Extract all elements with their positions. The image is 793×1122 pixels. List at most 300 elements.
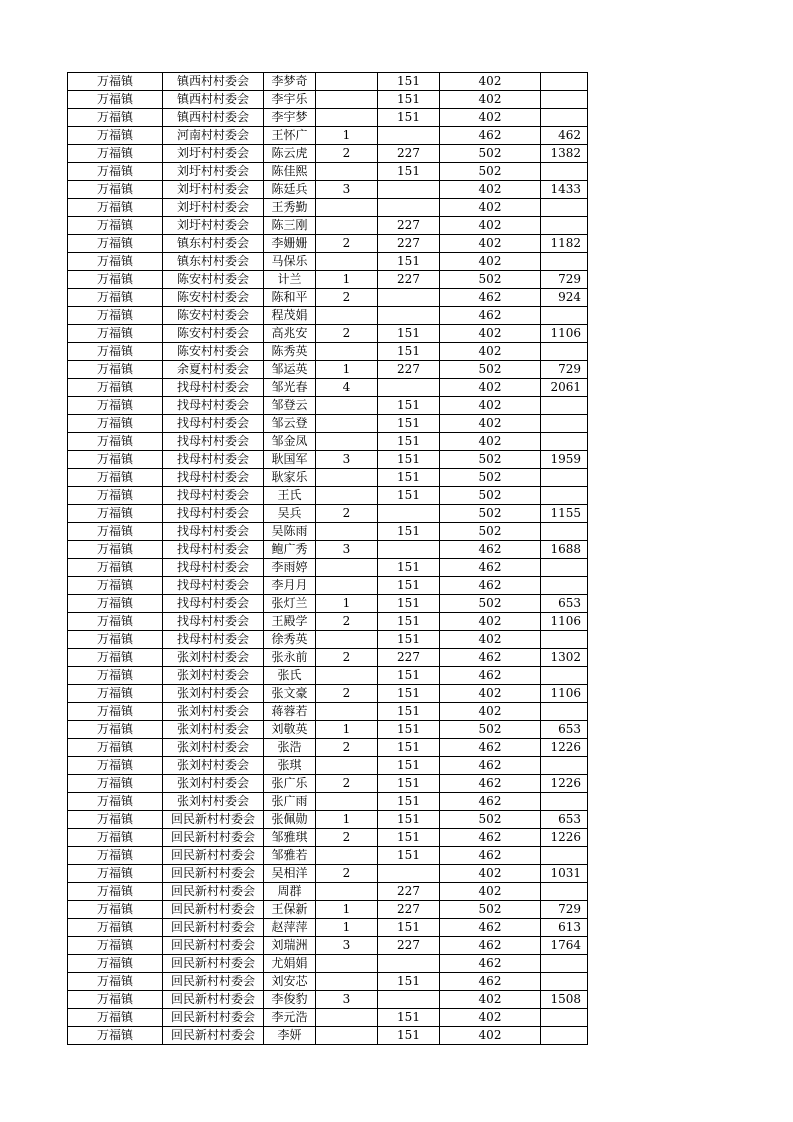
- total-cell: [541, 415, 588, 433]
- total-cell: 729: [541, 901, 588, 919]
- total-cell: [541, 397, 588, 415]
- amount-a-cell: 151: [378, 829, 440, 847]
- table-row: [68, 937, 588, 955]
- town-cell: 万福镇: [68, 595, 163, 613]
- amount-b-cell: 502: [440, 163, 541, 181]
- amount-b-cell: 402: [440, 217, 541, 235]
- name-cell: 徐秀英: [264, 631, 316, 649]
- table-row: [68, 415, 588, 433]
- amount-b-cell: 402: [440, 73, 541, 91]
- village-committee-cell: 刘圩村村委会: [163, 181, 264, 199]
- count-cell: 3: [316, 451, 378, 469]
- count-cell: 1: [316, 271, 378, 289]
- total-cell: 653: [541, 595, 588, 613]
- amount-a-cell: 151: [378, 577, 440, 595]
- name-cell: 吴兵: [264, 505, 316, 523]
- town-cell: 万福镇: [68, 181, 163, 199]
- count-cell: 1: [316, 127, 378, 145]
- name-cell: 王殿学: [264, 613, 316, 631]
- table-row: [68, 343, 588, 361]
- amount-a-cell: 151: [378, 523, 440, 541]
- amount-a-cell: 151: [378, 1009, 440, 1027]
- amount-a-cell: 151: [378, 163, 440, 181]
- town-cell: 万福镇: [68, 433, 163, 451]
- table-row: [68, 199, 588, 217]
- amount-a-cell: [378, 955, 440, 973]
- table-row: [68, 91, 588, 109]
- table-row: [68, 775, 588, 793]
- village-committee-cell: 刘圩村村委会: [163, 199, 264, 217]
- table-row: [68, 991, 588, 1009]
- count-cell: [316, 523, 378, 541]
- town-cell: 万福镇: [68, 775, 163, 793]
- total-cell: [541, 487, 588, 505]
- amount-b-cell: 502: [440, 451, 541, 469]
- name-cell: 耿家乐: [264, 469, 316, 487]
- count-cell: [316, 163, 378, 181]
- village-committee-cell: 河南村村委会: [163, 127, 264, 145]
- table-row: [68, 595, 588, 613]
- table-body: [68, 73, 588, 1045]
- table-row: [68, 901, 588, 919]
- table-row: [68, 703, 588, 721]
- village-committee-cell: 回民新村村委会: [163, 955, 264, 973]
- village-committee-cell: 找母村村委会: [163, 595, 264, 613]
- total-cell: [541, 955, 588, 973]
- name-cell: 李梦奇: [264, 73, 316, 91]
- count-cell: [316, 253, 378, 271]
- name-cell: 张广乐: [264, 775, 316, 793]
- village-committee-cell: 找母村村委会: [163, 523, 264, 541]
- amount-b-cell: 402: [440, 433, 541, 451]
- count-cell: 2: [316, 235, 378, 253]
- village-committee-cell: 陈安村村委会: [163, 343, 264, 361]
- table-row: [68, 109, 588, 127]
- village-committee-cell: 回民新村村委会: [163, 991, 264, 1009]
- village-committee-cell: 回民新村村委会: [163, 829, 264, 847]
- name-cell: 张灯兰: [264, 595, 316, 613]
- name-cell: 周群: [264, 883, 316, 901]
- town-cell: 万福镇: [68, 541, 163, 559]
- amount-a-cell: 151: [378, 703, 440, 721]
- count-cell: [316, 109, 378, 127]
- village-committee-cell: 回民新村村委会: [163, 865, 264, 883]
- village-committee-cell: 刘圩村村委会: [163, 163, 264, 181]
- count-cell: [316, 307, 378, 325]
- amount-a-cell: 151: [378, 775, 440, 793]
- total-cell: 653: [541, 811, 588, 829]
- amount-a-cell: [378, 199, 440, 217]
- count-cell: 3: [316, 181, 378, 199]
- name-cell: 李姗姗: [264, 235, 316, 253]
- total-cell: 613: [541, 919, 588, 937]
- count-cell: 3: [316, 937, 378, 955]
- count-cell: 2: [316, 325, 378, 343]
- count-cell: [316, 757, 378, 775]
- count-cell: [316, 1027, 378, 1045]
- total-cell: [541, 559, 588, 577]
- table-row: [68, 505, 588, 523]
- table-row: [68, 487, 588, 505]
- name-cell: 刘安芯: [264, 973, 316, 991]
- town-cell: 万福镇: [68, 631, 163, 649]
- amount-a-cell: 151: [378, 415, 440, 433]
- table-row: [68, 361, 588, 379]
- village-committee-cell: 刘圩村村委会: [163, 217, 264, 235]
- village-committee-cell: 陈安村村委会: [163, 325, 264, 343]
- amount-b-cell: 462: [440, 559, 541, 577]
- total-cell: 1182: [541, 235, 588, 253]
- amount-b-cell: 402: [440, 1009, 541, 1027]
- village-committee-cell: 回民新村村委会: [163, 919, 264, 937]
- town-cell: 万福镇: [68, 127, 163, 145]
- count-cell: 2: [316, 289, 378, 307]
- name-cell: 刘瑞洲: [264, 937, 316, 955]
- table-row: [68, 1027, 588, 1045]
- total-cell: [541, 469, 588, 487]
- amount-b-cell: 502: [440, 901, 541, 919]
- name-cell: 高兆安: [264, 325, 316, 343]
- table-row: [68, 757, 588, 775]
- name-cell: 李俊豹: [264, 991, 316, 1009]
- name-cell: 陈佳熙: [264, 163, 316, 181]
- amount-a-cell: 151: [378, 109, 440, 127]
- total-cell: [541, 973, 588, 991]
- total-cell: [541, 73, 588, 91]
- table-row: [68, 379, 588, 397]
- town-cell: 万福镇: [68, 451, 163, 469]
- town-cell: 万福镇: [68, 883, 163, 901]
- amount-b-cell: 402: [440, 253, 541, 271]
- town-cell: 万福镇: [68, 235, 163, 253]
- amount-b-cell: 402: [440, 415, 541, 433]
- amount-b-cell: 462: [440, 955, 541, 973]
- amount-b-cell: 462: [440, 289, 541, 307]
- village-committee-cell: 找母村村委会: [163, 505, 264, 523]
- table-row: [68, 163, 588, 181]
- amount-a-cell: 227: [378, 649, 440, 667]
- table-row: [68, 217, 588, 235]
- table-row: [68, 1009, 588, 1027]
- count-cell: 1: [316, 721, 378, 739]
- count-cell: [316, 91, 378, 109]
- amount-a-cell: 151: [378, 343, 440, 361]
- town-cell: 万福镇: [68, 109, 163, 127]
- amount-b-cell: 402: [440, 991, 541, 1009]
- table-row: [68, 613, 588, 631]
- village-committee-cell: 回民新村村委会: [163, 811, 264, 829]
- town-cell: 万福镇: [68, 703, 163, 721]
- total-cell: 1764: [541, 937, 588, 955]
- name-cell: 张佩勋: [264, 811, 316, 829]
- count-cell: [316, 1009, 378, 1027]
- total-cell: 2061: [541, 379, 588, 397]
- name-cell: 赵萍萍: [264, 919, 316, 937]
- village-committee-cell: 找母村村委会: [163, 415, 264, 433]
- table-row: [68, 811, 588, 829]
- count-cell: [316, 559, 378, 577]
- name-cell: 尤娟娟: [264, 955, 316, 973]
- amount-b-cell: 462: [440, 919, 541, 937]
- table-row: [68, 289, 588, 307]
- village-committee-cell: 张刘村村委会: [163, 757, 264, 775]
- amount-a-cell: 227: [378, 883, 440, 901]
- village-committee-cell: 张刘村村委会: [163, 703, 264, 721]
- table-row: [68, 883, 588, 901]
- total-cell: 1226: [541, 739, 588, 757]
- amount-b-cell: 402: [440, 343, 541, 361]
- name-cell: 陈云虎: [264, 145, 316, 163]
- amount-a-cell: 151: [378, 919, 440, 937]
- village-committee-cell: 回民新村村委会: [163, 1009, 264, 1027]
- village-committee-cell: 回民新村村委会: [163, 883, 264, 901]
- village-committee-cell: 镇东村村委会: [163, 235, 264, 253]
- total-cell: 1302: [541, 649, 588, 667]
- town-cell: 万福镇: [68, 919, 163, 937]
- name-cell: 耿国军: [264, 451, 316, 469]
- town-cell: 万福镇: [68, 523, 163, 541]
- count-cell: 1: [316, 811, 378, 829]
- amount-b-cell: 402: [440, 91, 541, 109]
- count-cell: [316, 703, 378, 721]
- count-cell: 3: [316, 991, 378, 1009]
- village-committee-cell: 找母村村委会: [163, 487, 264, 505]
- town-cell: 万福镇: [68, 1027, 163, 1045]
- town-cell: 万福镇: [68, 415, 163, 433]
- town-cell: 万福镇: [68, 379, 163, 397]
- total-cell: [541, 199, 588, 217]
- count-cell: 4: [316, 379, 378, 397]
- amount-a-cell: 227: [378, 235, 440, 253]
- count-cell: [316, 883, 378, 901]
- amount-b-cell: 502: [440, 595, 541, 613]
- count-cell: [316, 793, 378, 811]
- amount-a-cell: 227: [378, 145, 440, 163]
- village-committee-cell: 找母村村委会: [163, 577, 264, 595]
- count-cell: [316, 217, 378, 235]
- name-cell: 张文豪: [264, 685, 316, 703]
- village-committee-cell: 找母村村委会: [163, 613, 264, 631]
- amount-b-cell: 502: [440, 505, 541, 523]
- name-cell: 张浩: [264, 739, 316, 757]
- table-row: [68, 685, 588, 703]
- amount-b-cell: 462: [440, 307, 541, 325]
- town-cell: 万福镇: [68, 469, 163, 487]
- name-cell: 邹雅若: [264, 847, 316, 865]
- town-cell: 万福镇: [68, 991, 163, 1009]
- village-committee-cell: 回民新村村委会: [163, 937, 264, 955]
- name-cell: 王氏: [264, 487, 316, 505]
- amount-a-cell: 151: [378, 739, 440, 757]
- amount-b-cell: 502: [440, 469, 541, 487]
- amount-a-cell: [378, 181, 440, 199]
- town-cell: 万福镇: [68, 847, 163, 865]
- amount-b-cell: 402: [440, 181, 541, 199]
- village-committee-cell: 镇西村村委会: [163, 91, 264, 109]
- amount-b-cell: 502: [440, 361, 541, 379]
- count-cell: 1: [316, 595, 378, 613]
- town-cell: 万福镇: [68, 577, 163, 595]
- total-cell: 1382: [541, 145, 588, 163]
- amount-b-cell: 462: [440, 973, 541, 991]
- name-cell: 陈三刚: [264, 217, 316, 235]
- total-cell: [541, 91, 588, 109]
- amount-a-cell: 151: [378, 325, 440, 343]
- table-row: [68, 631, 588, 649]
- count-cell: 2: [316, 865, 378, 883]
- amount-a-cell: 151: [378, 793, 440, 811]
- village-committee-cell: 找母村村委会: [163, 559, 264, 577]
- count-cell: [316, 487, 378, 505]
- total-cell: 1155: [541, 505, 588, 523]
- amount-b-cell: 462: [440, 577, 541, 595]
- town-cell: 万福镇: [68, 199, 163, 217]
- table-row: [68, 127, 588, 145]
- table-row: [68, 955, 588, 973]
- table-row: [68, 865, 588, 883]
- total-cell: [541, 217, 588, 235]
- amount-a-cell: [378, 289, 440, 307]
- amount-a-cell: [378, 541, 440, 559]
- total-cell: 1226: [541, 829, 588, 847]
- name-cell: 邹运英: [264, 361, 316, 379]
- amount-a-cell: [378, 127, 440, 145]
- count-cell: [316, 577, 378, 595]
- name-cell: 蒋蓉若: [264, 703, 316, 721]
- name-cell: 王保新: [264, 901, 316, 919]
- count-cell: 1: [316, 901, 378, 919]
- village-committee-cell: 张刘村村委会: [163, 685, 264, 703]
- amount-a-cell: 151: [378, 973, 440, 991]
- amount-b-cell: 402: [440, 613, 541, 631]
- amount-b-cell: 402: [440, 379, 541, 397]
- name-cell: 李雨婷: [264, 559, 316, 577]
- total-cell: [541, 523, 588, 541]
- table-row: [68, 271, 588, 289]
- amount-a-cell: [378, 379, 440, 397]
- count-cell: 2: [316, 739, 378, 757]
- amount-a-cell: 151: [378, 721, 440, 739]
- total-cell: 1106: [541, 325, 588, 343]
- table-row: [68, 721, 588, 739]
- name-cell: 邹雅琪: [264, 829, 316, 847]
- table-row: [68, 235, 588, 253]
- total-cell: [541, 307, 588, 325]
- amount-b-cell: 402: [440, 109, 541, 127]
- town-cell: 万福镇: [68, 487, 163, 505]
- name-cell: 王秀勤: [264, 199, 316, 217]
- total-cell: [541, 631, 588, 649]
- amount-a-cell: 151: [378, 487, 440, 505]
- count-cell: [316, 415, 378, 433]
- town-cell: 万福镇: [68, 721, 163, 739]
- village-committee-cell: 找母村村委会: [163, 451, 264, 469]
- town-cell: 万福镇: [68, 325, 163, 343]
- amount-a-cell: 151: [378, 469, 440, 487]
- table-row: [68, 307, 588, 325]
- amount-b-cell: 402: [440, 685, 541, 703]
- village-committee-cell: 找母村村委会: [163, 433, 264, 451]
- village-committee-cell: 回民新村村委会: [163, 847, 264, 865]
- table-row: [68, 397, 588, 415]
- total-cell: 729: [541, 271, 588, 289]
- name-cell: 张永前: [264, 649, 316, 667]
- amount-b-cell: 402: [440, 631, 541, 649]
- name-cell: 李妍: [264, 1027, 316, 1045]
- total-cell: [541, 847, 588, 865]
- town-cell: 万福镇: [68, 559, 163, 577]
- total-cell: [541, 883, 588, 901]
- village-committee-cell: 张刘村村委会: [163, 739, 264, 757]
- count-cell: [316, 667, 378, 685]
- count-cell: 2: [316, 775, 378, 793]
- name-cell: 张广雨: [264, 793, 316, 811]
- amount-a-cell: 151: [378, 559, 440, 577]
- amount-b-cell: 402: [440, 325, 541, 343]
- town-cell: 万福镇: [68, 361, 163, 379]
- amount-b-cell: 502: [440, 271, 541, 289]
- village-committee-cell: 找母村村委会: [163, 541, 264, 559]
- village-committee-cell: 张刘村村委会: [163, 649, 264, 667]
- village-committee-cell: 找母村村委会: [163, 397, 264, 415]
- total-cell: [541, 253, 588, 271]
- name-cell: 邹云登: [264, 415, 316, 433]
- amount-a-cell: 227: [378, 271, 440, 289]
- amount-b-cell: 402: [440, 235, 541, 253]
- village-committee-cell: 余夏村村委会: [163, 361, 264, 379]
- count-cell: [316, 433, 378, 451]
- town-cell: 万福镇: [68, 829, 163, 847]
- table-row: [68, 793, 588, 811]
- total-cell: [541, 1009, 588, 1027]
- town-cell: 万福镇: [68, 253, 163, 271]
- name-cell: 邹登云: [264, 397, 316, 415]
- count-cell: 1: [316, 361, 378, 379]
- amount-b-cell: 462: [440, 847, 541, 865]
- town-cell: 万福镇: [68, 307, 163, 325]
- town-cell: 万福镇: [68, 73, 163, 91]
- total-cell: 1106: [541, 685, 588, 703]
- town-cell: 万福镇: [68, 91, 163, 109]
- total-cell: 1433: [541, 181, 588, 199]
- town-cell: 万福镇: [68, 901, 163, 919]
- name-cell: 鲍广秀: [264, 541, 316, 559]
- town-cell: 万福镇: [68, 793, 163, 811]
- name-cell: 陈廷兵: [264, 181, 316, 199]
- name-cell: 李宇乐: [264, 91, 316, 109]
- table-row: [68, 73, 588, 91]
- count-cell: [316, 469, 378, 487]
- count-cell: 2: [316, 685, 378, 703]
- amount-a-cell: 151: [378, 433, 440, 451]
- village-committee-cell: 刘圩村村委会: [163, 145, 264, 163]
- amount-b-cell: 402: [440, 865, 541, 883]
- total-cell: 1226: [541, 775, 588, 793]
- name-cell: 刘敬英: [264, 721, 316, 739]
- amount-a-cell: 227: [378, 937, 440, 955]
- town-cell: 万福镇: [68, 649, 163, 667]
- amount-a-cell: 151: [378, 397, 440, 415]
- village-committee-cell: 陈安村村委会: [163, 307, 264, 325]
- village-committee-cell: 陈安村村委会: [163, 289, 264, 307]
- name-cell: 邹光春: [264, 379, 316, 397]
- count-cell: 2: [316, 829, 378, 847]
- total-cell: 1959: [541, 451, 588, 469]
- count-cell: 2: [316, 505, 378, 523]
- amount-b-cell: 502: [440, 721, 541, 739]
- count-cell: [316, 397, 378, 415]
- town-cell: 万福镇: [68, 865, 163, 883]
